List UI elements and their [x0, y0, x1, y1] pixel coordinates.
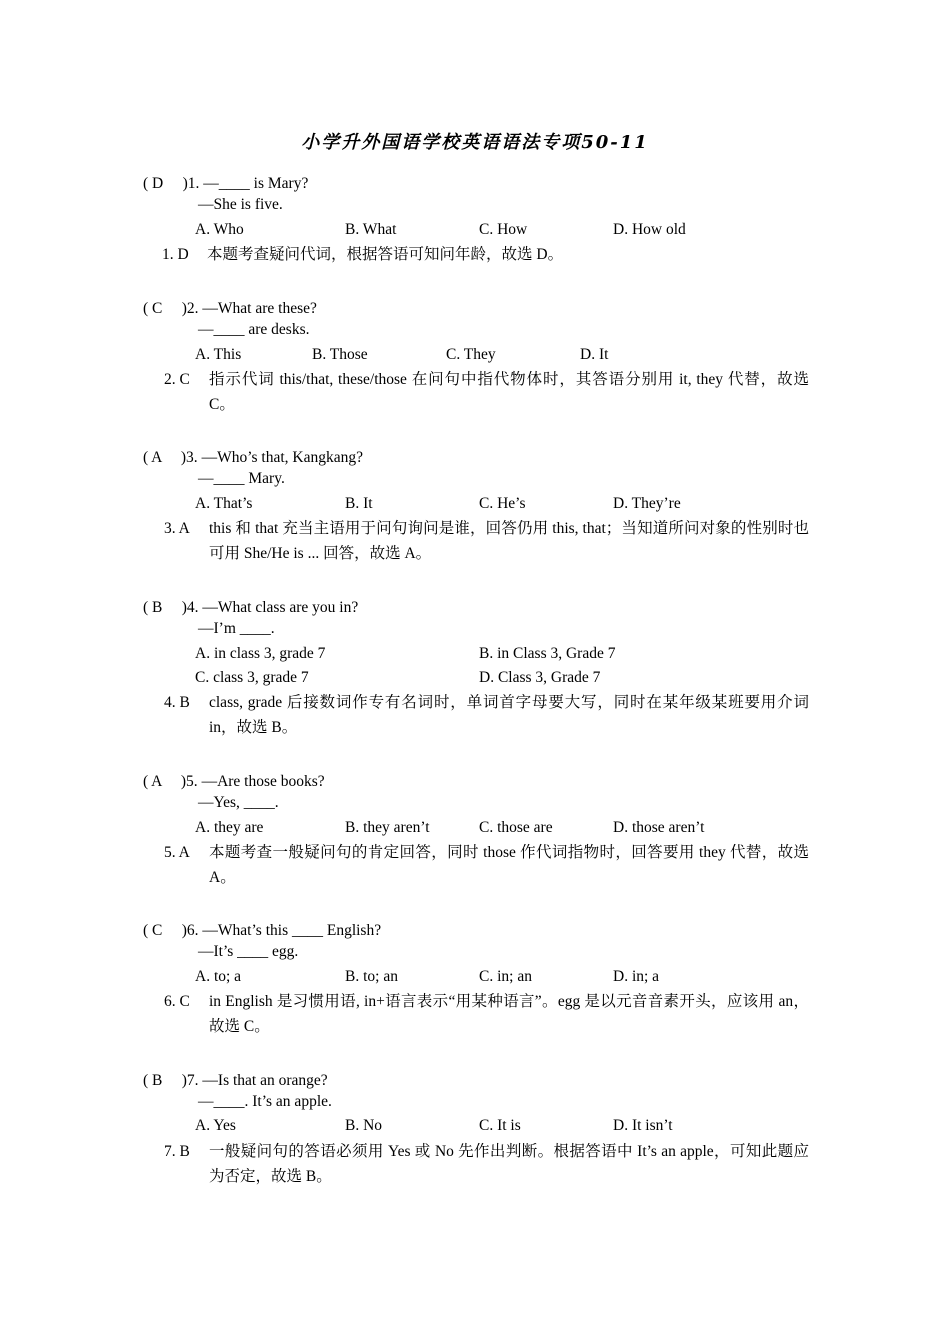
option-c: C. He’s [479, 495, 526, 512]
answer-marker: ( A )3. [143, 449, 198, 466]
question-text: —What’s this ____ English? [202, 922, 382, 939]
option-b: B. to; an [345, 968, 398, 985]
question-text: —Who’s that, Kangkang? [201, 449, 363, 466]
option-a: A. in class 3, grade 7 [195, 645, 326, 662]
explanation [164, 690, 809, 740]
explanation-text: this 和 that 充当主语用于问句询问是谁，回答仍用 this, that；当知道所问对象的性别时也可用 She/He is ... 回答，故选 A。 [209, 520, 809, 562]
option-d: D. It [580, 346, 609, 363]
option-d: D. those aren’t [613, 819, 705, 836]
question-stem [143, 918, 381, 940]
question-reply: —____ are desks. [198, 321, 310, 338]
answer-marker: ( C )6. [143, 922, 199, 939]
answer-marker: ( B )7. [143, 1072, 199, 1089]
option-b: B. Those [312, 346, 368, 363]
explanation-text: 本题考查一般疑问句的肯定回答，同时 those 作代词指物时，回答要用 they 代替，故选 A。 [209, 844, 809, 886]
answer-marker: ( C )2. [143, 300, 199, 317]
option-a: A. Who [195, 221, 244, 238]
explanation [164, 516, 809, 566]
option-d: D. How old [613, 221, 686, 238]
question-reply: —____. It’s an apple. [198, 1093, 332, 1110]
explanation-number: 3. A [164, 520, 190, 537]
option-a: A. Yes [195, 1117, 236, 1134]
question-stem [143, 769, 325, 791]
question-stem [143, 1068, 328, 1090]
question-text: —____ is Mary? [203, 175, 309, 192]
option-b: B. No [345, 1117, 383, 1134]
option-d: D. They’re [613, 495, 681, 512]
explanation-text: 指示代词 this/that, these/those 在问句中指代物体时，其答语分别用 it, they 代替，故选 C。 [209, 371, 809, 413]
explanation-number: 1. D [162, 246, 189, 263]
option-c: C. in; an [479, 968, 532, 985]
explanation [162, 242, 807, 267]
option-b: B. in Class 3, Grade 7 [479, 645, 616, 662]
answer-marker: ( D )1. [143, 175, 200, 192]
question-reply: —She is five. [198, 196, 283, 213]
question-text: —Are those books? [201, 773, 325, 790]
option-d: D. Class 3, Grade 7 [479, 669, 601, 686]
option-c: C. It is [479, 1117, 521, 1134]
page-title: 小学升外国语学校英语语法专项50-11 [301, 132, 649, 153]
explanation [164, 367, 809, 417]
option-c: C. those are [479, 819, 553, 836]
question-stem [143, 296, 317, 318]
question-text: —What are these? [202, 300, 317, 317]
option-a: A. they are [195, 819, 264, 836]
option-b: B. they aren’t [345, 819, 430, 836]
option-c: C. How [479, 221, 528, 238]
question-stem [143, 445, 363, 467]
option-d: D. It isn’t [613, 1117, 673, 1134]
explanation-number: 4. B [164, 694, 190, 711]
explanation-number: 5. A [164, 844, 190, 861]
option-a: A. That’s [195, 495, 253, 512]
option-b: B. What [345, 221, 397, 238]
question-stem [143, 595, 358, 617]
option-b: B. It [345, 495, 373, 512]
answer-marker: ( A )5. [143, 773, 198, 790]
explanation [164, 989, 809, 1039]
explanation-text: in English 是习惯用语, in+语言表示“用某种语言”。egg 是以元音音素开头，应该用 an，故选 C。 [209, 993, 809, 1035]
explanation-text: class, grade 后接数词作专有名词时，单词首字母要大写，同时在某年级某班要用介词 in，故选 B。 [209, 694, 809, 736]
explanation [164, 1139, 809, 1189]
explanation-number: 2. C [164, 371, 190, 388]
question-reply: —Yes, ____. [198, 794, 279, 811]
question-text: —What class are you in? [202, 599, 359, 616]
question-reply: —It’s ____ egg. [198, 943, 299, 960]
question-text: —Is that an orange? [202, 1072, 328, 1089]
option-d: D. in; a [613, 968, 660, 985]
option-c: C. They [446, 346, 496, 363]
explanation-text: 本题考查疑问代词，根据答语可知问年龄，故选 D。 [207, 246, 564, 263]
option-a: A. This [195, 346, 242, 363]
option-c: C. class 3, grade 7 [195, 669, 309, 686]
answer-marker: ( B )4. [143, 599, 199, 616]
question-stem [143, 171, 308, 193]
explanation-number: 6. C [164, 993, 190, 1010]
question-reply: —____ Mary. [198, 470, 285, 487]
explanation [164, 840, 809, 890]
option-a: A. to; a [195, 968, 242, 985]
explanation-text: 一般疑问句的答语必须用 Yes 或 No 先作出判断。根据答语中 It’s an apple，可知此题应为否定，故选 B。 [209, 1143, 809, 1185]
explanation-number: 7. B [164, 1143, 190, 1160]
question-reply: —I’m ____. [198, 620, 275, 637]
